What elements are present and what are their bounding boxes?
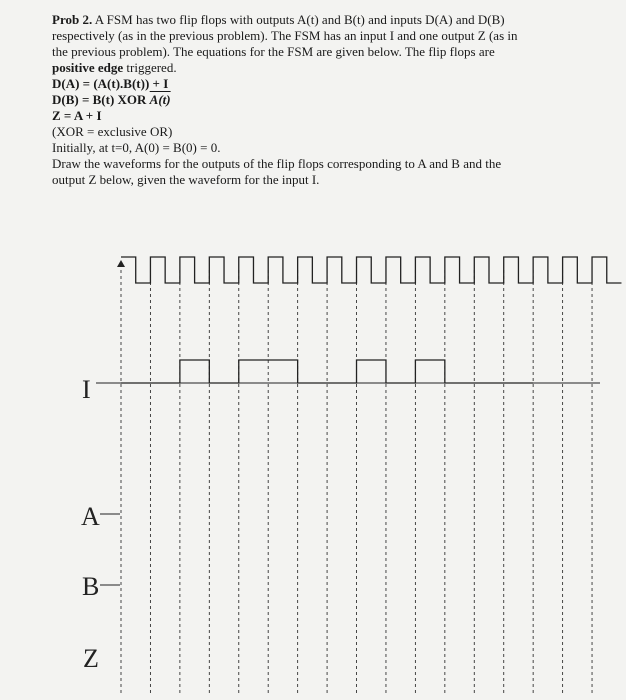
initial-condition: Initially, at t=0, A(0) = B(0) = 0. [52, 140, 221, 155]
clock-arrow-icon [117, 260, 125, 267]
task-line: output Z below, given the waveform for the input I. [52, 172, 320, 187]
clock-waveform [121, 257, 621, 283]
signal-label-b: B [82, 572, 100, 601]
equation-db-prefix: D(B) = B(t) XOR [52, 92, 147, 107]
intro-line: the previous problem). The equations for the FSM are given below. The flip flops are [52, 44, 495, 59]
intro-line: respectively (as in the previous problem). The FSM has an input I and one output Z (as in [52, 28, 518, 43]
dashed-grid [121, 270, 592, 695]
equation-da: D(A) = (A(t).B(t)) + I [52, 76, 169, 91]
intro-line: A FSM has two flip flops with outputs A(t) and B(t) and inputs D(A) and D(B) [94, 12, 505, 27]
signal-label-i: I [82, 375, 91, 404]
signal-label-a: A [81, 502, 100, 531]
task-line: Draw the waveforms for the outputs of the flip flops corresponding to A and B and the [52, 156, 502, 171]
signal-label-z: Z [83, 644, 99, 673]
edge-rest-text: triggered. [126, 60, 177, 75]
problem-title: Prob 2. [52, 12, 93, 27]
edge-bold-text: positive edge [52, 60, 124, 75]
xor-note: (XOR = exclusive OR) [52, 124, 173, 139]
equation-z: Z = A + I [52, 108, 102, 123]
equation-db-complement: A(t) [149, 92, 171, 107]
